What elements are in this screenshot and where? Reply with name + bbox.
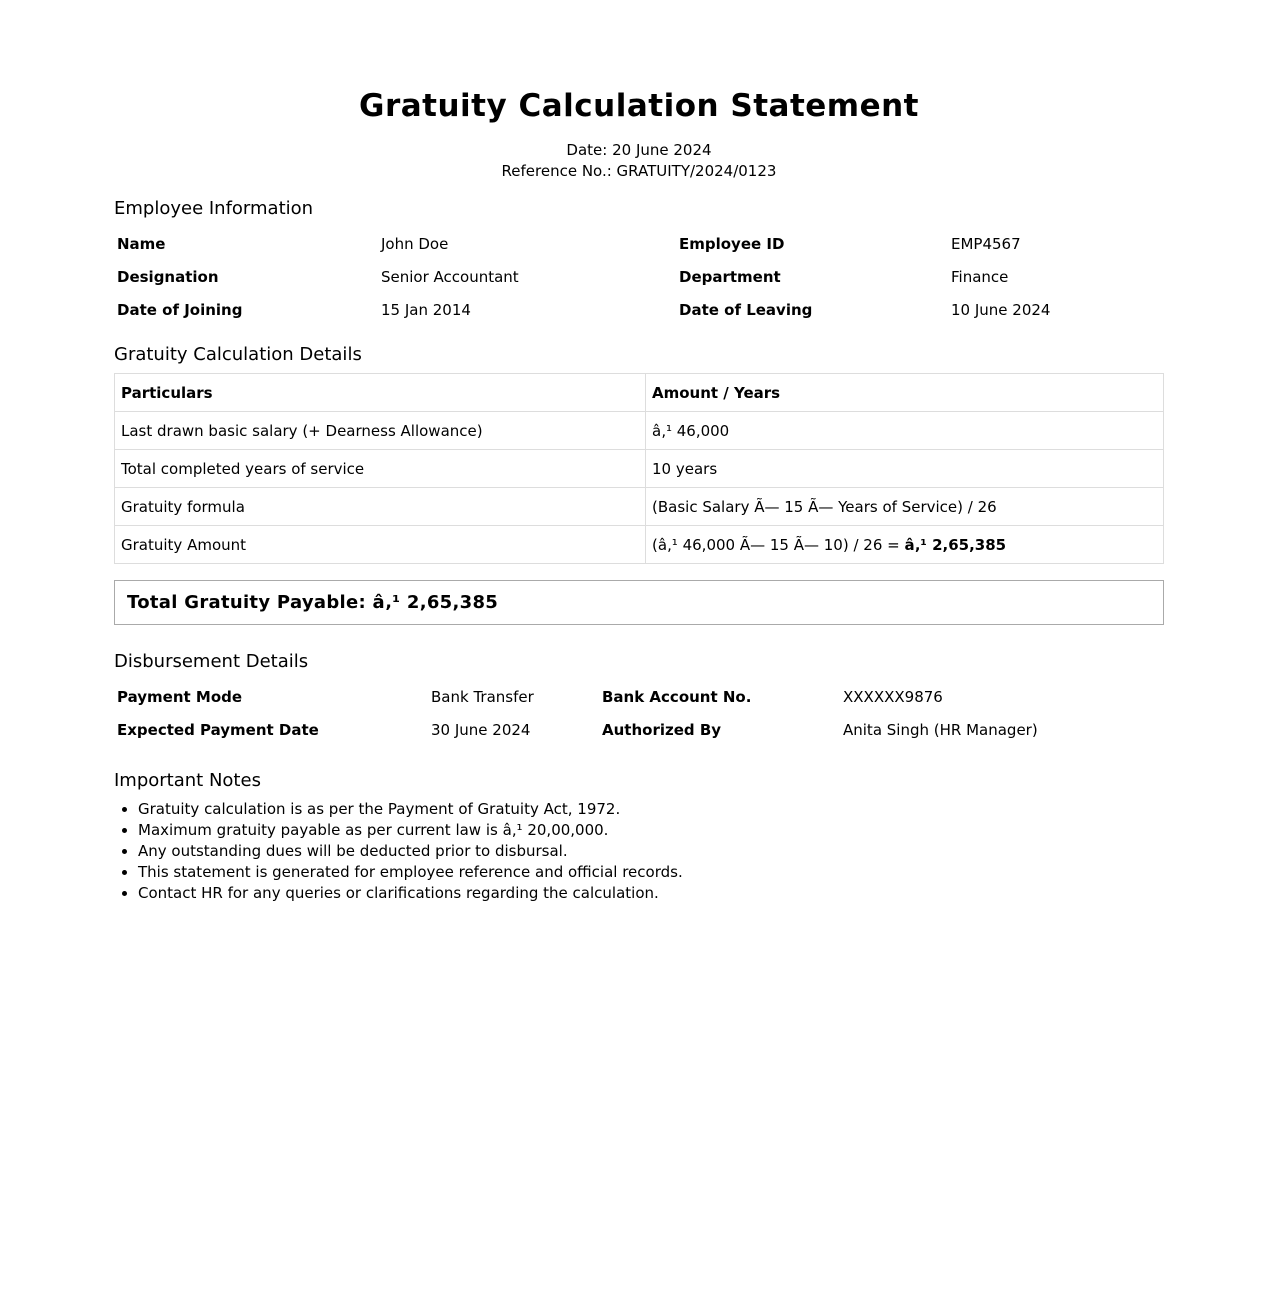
amount-cell: 10 years [646, 450, 1164, 488]
particular-cell: Total completed years of service [115, 450, 646, 488]
table-row [115, 412, 1164, 450]
info-value: 30 June 2024 [431, 720, 531, 739]
statement-date: Date: 20 June 2024 [566, 141, 712, 159]
total-gratuity-payable: Total Gratuity Payable: â‚¹ 2,65,385 [114, 580, 1164, 625]
amount-cell [646, 526, 1164, 564]
gratuity-amount-result: â‚¹ 2,65,385 [904, 535, 1007, 554]
amount-cell: (Basic Salary Ã— 15 Ã— Years of Service) / 26 [646, 488, 1164, 526]
list-item: • This statement is generated for employee reference and official records. [138, 862, 1164, 883]
employee-info-row [114, 260, 1164, 293]
info-value: 10 June 2024 [951, 300, 1051, 319]
info-value: Bank Transfer [431, 687, 534, 706]
info-label: Employee ID [679, 234, 785, 253]
info-label: Payment Mode [117, 687, 243, 706]
particular-cell: Last drawn basic salary (+ Dearness Allowance) [115, 412, 646, 450]
info-value: Anita Singh (HR Manager) [843, 720, 1038, 739]
info-label: Authorized By [602, 720, 722, 739]
info-label: Date of Joining [117, 300, 243, 319]
statement-meta [114, 140, 1164, 182]
particular-cell: Gratuity formula [115, 488, 646, 526]
info-label: Department [679, 267, 781, 286]
info-label: Bank Account No. [602, 687, 752, 706]
column-header-particulars: Particulars [115, 374, 646, 412]
employee-info-row [114, 293, 1164, 326]
calculation-header-row [115, 374, 1164, 412]
info-value: 15 Jan 2014 [381, 300, 471, 319]
table-row [115, 488, 1164, 526]
notes-heading: Important Notes [114, 770, 261, 791]
disbursement-row [114, 713, 1164, 746]
disbursement-row [114, 680, 1164, 713]
notes-list [114, 799, 1164, 904]
statement-document [114, 0, 1164, 904]
table-row [115, 526, 1164, 564]
disbursement-heading: Disbursement Details [114, 651, 309, 672]
info-value: Finance [951, 267, 1009, 286]
employee-info-row [114, 227, 1164, 260]
employee-info-table [114, 227, 1164, 326]
info-value: Senior Accountant [381, 267, 519, 286]
table-row [115, 450, 1164, 488]
calculation-heading: Gratuity Calculation Details [114, 344, 362, 365]
info-value: EMP4567 [951, 234, 1021, 253]
info-label: Expected Payment Date [117, 720, 319, 739]
column-header-amount: Amount / Years [646, 374, 1164, 412]
calculation-table [114, 373, 1164, 564]
particular-cell: Gratuity Amount [115, 526, 646, 564]
employee-info-heading: Employee Information [114, 198, 314, 219]
info-value: John Doe [381, 234, 449, 253]
list-item: • Contact HR for any queries or clarifications regarding the calculation. [138, 883, 1164, 904]
info-value: XXXXXX9876 [843, 687, 943, 706]
list-item: • Any outstanding dues will be deducted prior to disbursal. [138, 841, 1164, 862]
info-label: Designation [117, 267, 219, 286]
formula-text: (â‚¹ 46,000 Ã— 15 Ã— 10) / 26 = [652, 535, 905, 554]
amount-cell: â‚¹ 46,000 [646, 412, 1164, 450]
reference-number: Reference No.: GRATUITY/2024/0123 [501, 162, 777, 180]
disbursement-table [114, 680, 1164, 746]
info-label: Name [117, 234, 166, 253]
list-item: • Maximum gratuity payable as per current law is â‚¹ 20,00,000. [138, 820, 1164, 841]
page-title: Gratuity Calculation Statement [359, 88, 919, 124]
info-label: Date of Leaving [679, 300, 813, 319]
list-item: • Gratuity calculation is as per the Payment of Gratuity Act, 1972. [138, 799, 1164, 820]
